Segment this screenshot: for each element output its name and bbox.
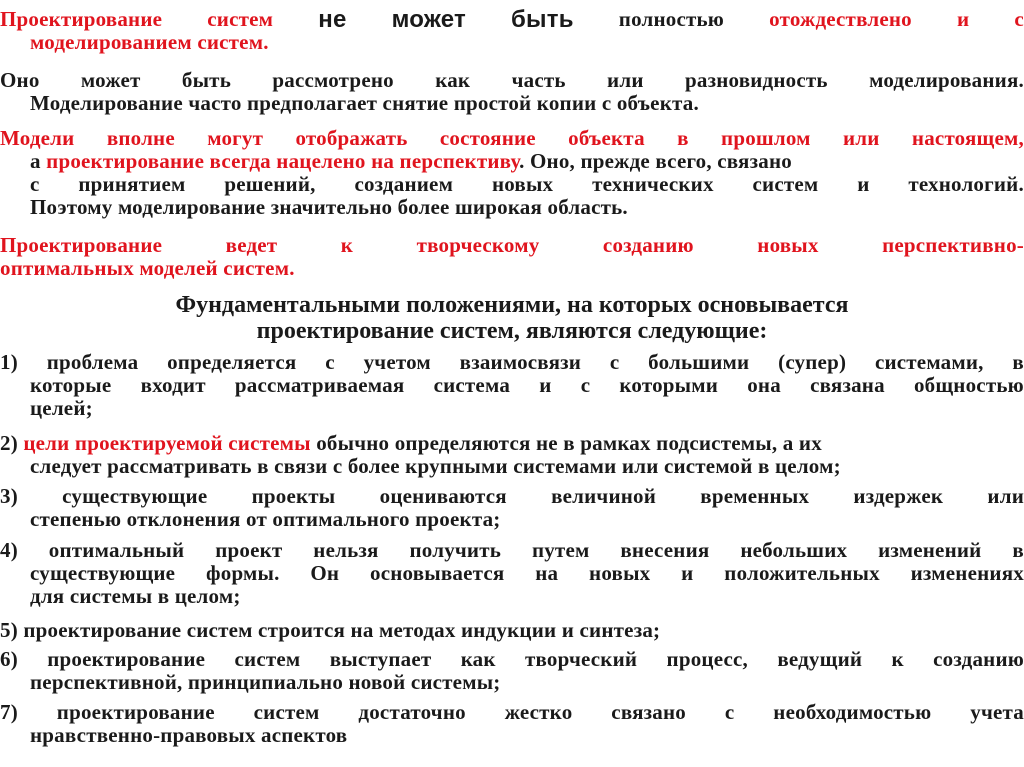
word: творческий — [525, 647, 638, 671]
word: оцениваются — [379, 484, 507, 508]
word: решений, — [224, 172, 316, 196]
word: проектирование — [47, 647, 206, 671]
word: оптимальный — [48, 538, 185, 562]
word: созданию — [933, 647, 1024, 671]
word: проблема — [46, 350, 139, 374]
paragraph-models-vs-design — [0, 127, 1024, 219]
word: и — [857, 172, 870, 196]
item-line: перспективной, принципиально новой системы; — [30, 670, 501, 694]
word: систем — [234, 647, 301, 671]
word: прошлом — [721, 126, 811, 150]
paragraph-design-vs-modeling — [0, 8, 1024, 54]
word: временных — [700, 484, 810, 508]
word: 7) — [0, 700, 18, 724]
word: быть — [181, 68, 232, 92]
paragraph-line: Моделирование часто предполагает снятие простой копии с объекта. — [30, 91, 699, 115]
paragraph-line — [0, 127, 1024, 150]
item-line: степенью отклонения от оптимального проекта; — [30, 507, 501, 531]
word: систем — [752, 172, 819, 196]
word: и — [539, 373, 552, 397]
word: получить — [409, 538, 502, 562]
list-item-7 — [0, 701, 1024, 747]
word: ведущий — [777, 647, 863, 671]
item-line: для системы в целом; — [30, 584, 241, 608]
heading-line: проектирование систем, являются следующие: — [256, 318, 768, 344]
word: существующие — [62, 484, 208, 508]
list-item-6 — [0, 648, 1024, 694]
word: разновидность — [685, 68, 828, 92]
word: с — [580, 373, 591, 397]
word: и — [956, 7, 970, 31]
word: рассматриваемая — [234, 373, 405, 397]
word: с — [1014, 7, 1024, 31]
item-line — [0, 351, 1024, 374]
word: может — [80, 68, 141, 92]
item-line: 5) проектирование систем строится на методах индукции и синтеза; — [0, 618, 661, 642]
word: 3) — [0, 484, 18, 508]
list-item-4 — [0, 539, 1024, 608]
word: к — [340, 233, 354, 257]
word: созданию — [602, 233, 694, 257]
word: небольших — [740, 538, 848, 562]
word: в — [677, 126, 689, 150]
word: технологий. — [908, 172, 1024, 196]
word: полностью — [618, 7, 725, 31]
word: рассмотрено — [272, 68, 394, 92]
word: внесения — [620, 538, 710, 562]
word: новых — [491, 172, 554, 196]
word: систем — [253, 700, 320, 724]
list-item-5 — [0, 619, 1024, 642]
item-line: нравственно-правовых аспектов — [30, 723, 348, 747]
word: процесс, — [666, 647, 748, 671]
word: связана — [810, 373, 885, 397]
paragraph-line: оптимальных моделей систем. — [0, 256, 295, 280]
list-item-2 — [0, 432, 1024, 478]
word: издержек — [853, 484, 944, 508]
word: быть — [511, 6, 574, 33]
word: настоящем, — [911, 126, 1024, 150]
word: основывается — [370, 561, 505, 585]
word: моделирования. — [869, 68, 1024, 92]
word: общностью — [913, 373, 1024, 397]
word: с — [325, 350, 335, 374]
paragraph-modeling-copy — [0, 69, 1024, 115]
word: существующие — [30, 561, 176, 585]
text-segment: . Оно, прежде всего, связано — [519, 149, 792, 173]
paragraph-line — [0, 150, 1024, 173]
word: достаточно — [358, 700, 466, 724]
word: которыми — [619, 373, 719, 397]
item-line — [0, 648, 1024, 671]
list-item-3 — [0, 485, 1024, 531]
word: отображать — [295, 126, 408, 150]
item-line: целей; — [30, 396, 93, 420]
word: проект — [215, 538, 283, 562]
word: принятием — [78, 172, 186, 196]
word: путем — [531, 538, 590, 562]
word: ведет — [225, 233, 278, 257]
word: учета — [970, 700, 1024, 724]
word: с — [724, 700, 735, 724]
word: которые — [30, 373, 112, 397]
word: большими — [648, 350, 750, 374]
paragraph-line — [0, 173, 1024, 196]
word: системами, — [874, 350, 984, 374]
word: 4) — [0, 538, 18, 562]
word: взаимосвязи — [459, 350, 582, 374]
word: (супер) — [778, 350, 847, 374]
word: может — [391, 6, 466, 33]
list-item-1 — [0, 351, 1024, 420]
word: Он — [310, 561, 340, 585]
word: Оно — [0, 68, 40, 92]
highlighted-text: проектирование всегда нацелено на перспективу — [46, 149, 520, 173]
word: 1) — [0, 350, 18, 374]
word: состояние — [439, 126, 536, 150]
word: в — [1012, 538, 1024, 562]
word: или — [987, 484, 1024, 508]
word: могут — [207, 126, 264, 150]
word: учетом — [363, 350, 431, 374]
word: как — [435, 68, 471, 92]
word: проекты — [251, 484, 336, 508]
item-line — [0, 701, 1024, 724]
word: изменений — [878, 538, 982, 562]
word: отождествлено — [769, 7, 912, 31]
word: и — [681, 561, 694, 585]
word: 6) — [0, 647, 18, 671]
word: входит — [140, 373, 206, 397]
paragraph-line — [0, 234, 1024, 257]
word: или — [842, 126, 880, 150]
word: на — [535, 561, 559, 585]
item-line — [0, 539, 1024, 562]
word: жестко — [504, 700, 573, 724]
word: Проектирование — [0, 233, 163, 257]
word: в — [1012, 350, 1024, 374]
word: Проектирование — [0, 7, 163, 31]
word: новых — [589, 561, 651, 585]
word: как — [460, 647, 496, 671]
word: созданием — [354, 172, 454, 196]
item-line — [0, 432, 1024, 455]
word: систем — [207, 7, 274, 31]
paragraph-line: моделированием систем. — [30, 30, 269, 54]
word: к — [891, 647, 904, 671]
paragraph-line — [0, 8, 1024, 31]
paragraph-line: Поэтому моделирование значительно более широкая область. — [30, 195, 628, 219]
item-line — [0, 562, 1024, 585]
word: творческому — [416, 233, 540, 257]
item-line — [0, 374, 1024, 397]
word: положительных — [724, 561, 880, 585]
item-line: следует рассматривать в связи с более крупными системами или системой в целом; — [30, 454, 841, 478]
highlighted-text: цели проектируемой системы — [23, 431, 311, 455]
word: Модели — [0, 126, 75, 150]
word: технических — [592, 172, 714, 196]
section-heading — [0, 292, 1024, 344]
word: часть — [511, 68, 566, 92]
word: вполне — [106, 126, 175, 150]
word: выступает — [329, 647, 432, 671]
word: определяется — [167, 350, 297, 374]
text-segment: обычно определяются не в рамках подсистемы, а их — [310, 431, 822, 455]
word: объекта — [568, 126, 645, 150]
paragraph-line — [0, 69, 1024, 92]
word: новых — [757, 233, 819, 257]
paragraph-creative-design — [0, 234, 1024, 280]
word: необходимостью — [773, 700, 932, 724]
word: нельзя — [313, 538, 379, 562]
word: формы. — [206, 561, 280, 585]
word: или — [607, 68, 644, 92]
word: система — [433, 373, 511, 397]
word: с — [30, 172, 40, 196]
word: изменениях — [910, 561, 1024, 585]
word: перспективно- — [882, 233, 1024, 257]
item-line — [0, 485, 1024, 508]
word: связано — [611, 700, 686, 724]
word: не — [318, 6, 347, 33]
word: величиной — [551, 484, 657, 508]
text-segment: а — [30, 149, 47, 173]
text-segment: 2) — [0, 431, 24, 455]
word: с — [609, 350, 620, 374]
heading-line: Фундаментальными положениями, на которых основывается — [175, 292, 849, 318]
word: проектирование — [56, 700, 215, 724]
word: она — [747, 373, 781, 397]
